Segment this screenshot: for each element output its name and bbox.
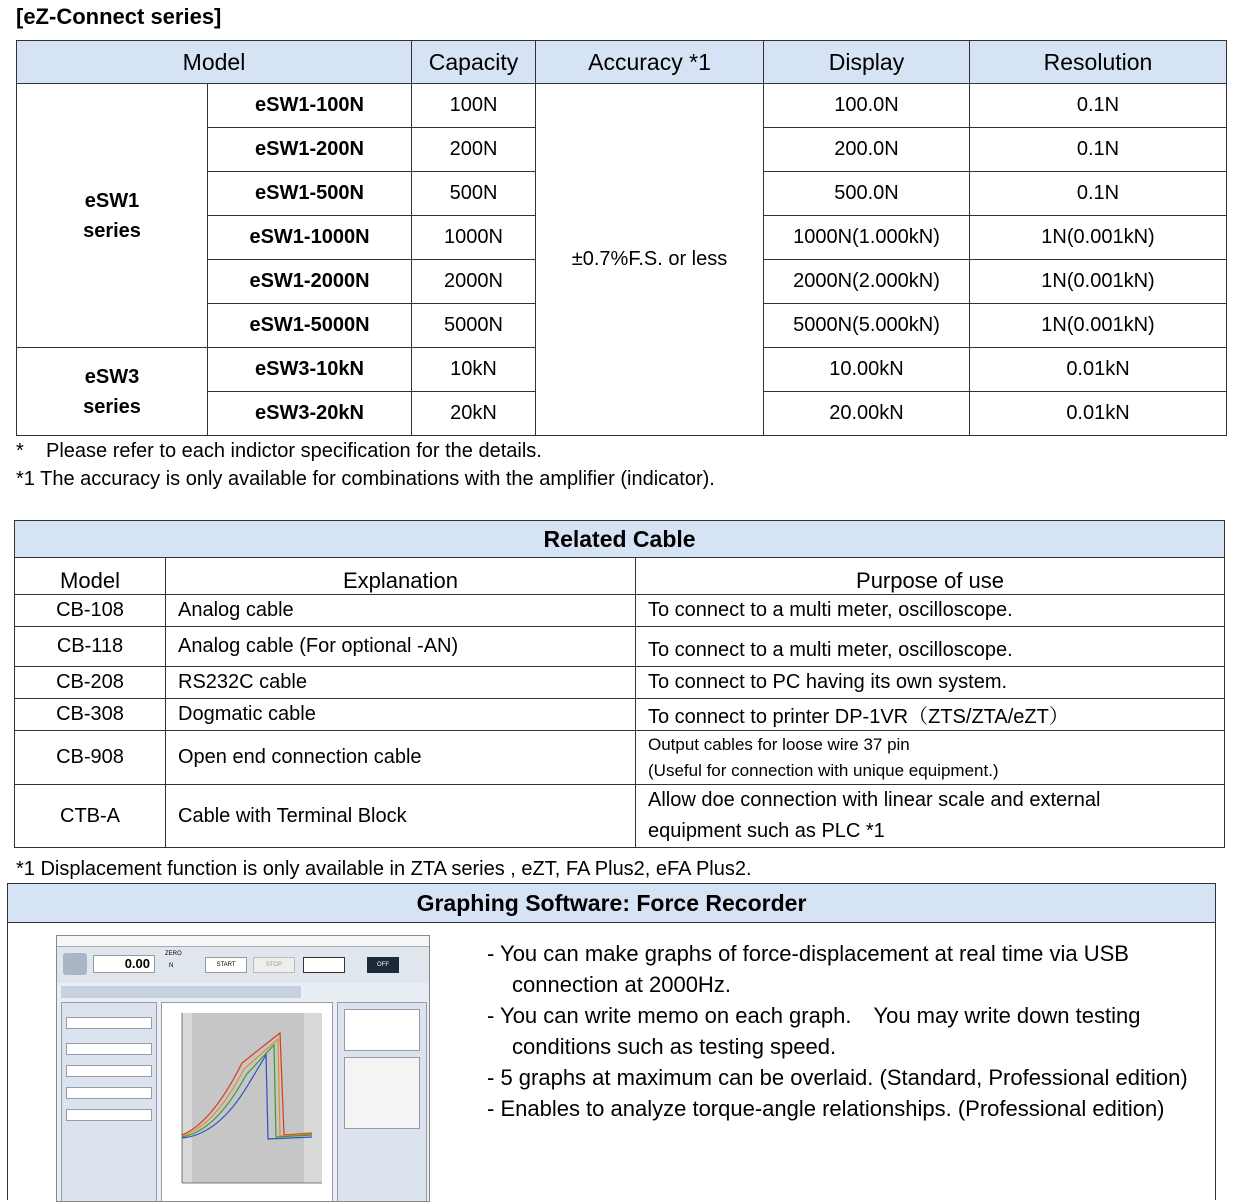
spec-header-accuracy: Accuracy *1 bbox=[536, 41, 764, 84]
capacity-cell: 10kN bbox=[412, 348, 536, 392]
display-cell: 20.00kN bbox=[764, 392, 970, 436]
display-cell: 1000N(1.000kN) bbox=[764, 216, 970, 260]
model-cell: eSW1-2000N bbox=[208, 260, 412, 304]
model-cell: eSW1-1000N bbox=[208, 216, 412, 260]
resolution-cell: 0.01kN bbox=[970, 348, 1227, 392]
resolution-cell: 0.1N bbox=[970, 172, 1227, 216]
purpose-line: (Useful for connection with unique equipment.) bbox=[648, 760, 999, 780]
spec-note-2: *1 The accuracy is only available for combinations with the amplifier (indicator). bbox=[16, 468, 715, 490]
cable-model: CB-118 bbox=[15, 627, 166, 667]
start-button: START bbox=[205, 957, 247, 973]
cable-model: CB-908 bbox=[15, 731, 166, 785]
cable-purpose: To connect to a multi meter, oscilloscope. bbox=[636, 627, 1225, 667]
cable-model: CB-108 bbox=[15, 595, 166, 627]
display-cell: 2000N(2.000kN) bbox=[764, 260, 970, 304]
zero-button: ZERO bbox=[165, 951, 182, 957]
table-row bbox=[15, 595, 1225, 627]
table-row bbox=[15, 731, 1225, 785]
graphing-title: Graphing Software: Force Recorder bbox=[7, 883, 1216, 923]
model-cell: eSW1-100N bbox=[208, 84, 412, 128]
cable-model: CB-308 bbox=[15, 699, 166, 731]
cable-explanation: Analog cable bbox=[166, 595, 636, 627]
tab-strip bbox=[61, 986, 301, 998]
model-cell: eSW1-5000N bbox=[208, 304, 412, 348]
force-recorder-screenshot bbox=[56, 935, 430, 1202]
cable-purpose: To connect to PC having its own system. bbox=[636, 667, 1225, 699]
resolution-cell: 0.1N bbox=[970, 84, 1227, 128]
cable-purpose: To connect to printer DP-1VR（ZTS/ZTA/eZT） bbox=[636, 699, 1225, 731]
section-title: [eZ-Connect series] bbox=[16, 4, 222, 29]
spec-header-display: Display bbox=[764, 41, 970, 84]
spec-header-row bbox=[17, 41, 1227, 84]
cable-header-purpose: Purpose of use bbox=[636, 558, 1225, 595]
capacity-cell: 200N bbox=[412, 128, 536, 172]
table-row bbox=[15, 667, 1225, 699]
series-cell-esw1 bbox=[17, 84, 208, 348]
cable-header-model: Model bbox=[15, 558, 166, 595]
spec-header-capacity: Capacity bbox=[412, 41, 536, 84]
capacity-cell: 100N bbox=[412, 84, 536, 128]
cable-purpose bbox=[636, 731, 1225, 785]
capacity-cell: 500N bbox=[412, 172, 536, 216]
model-cell: eSW3-10kN bbox=[208, 348, 412, 392]
stop-button: STOP bbox=[253, 957, 295, 973]
resolution-cell: 1N(0.001kN) bbox=[970, 216, 1227, 260]
spec-note-1 bbox=[16, 440, 542, 463]
list-item: - You can write memo on each graph. You may write down testing conditions such as testing speed. bbox=[487, 1003, 1141, 1059]
model-cell: eSW1-200N bbox=[208, 128, 412, 172]
accuracy-cell: ±0.7%F.S. or less bbox=[536, 84, 764, 436]
series-name: eSW3 bbox=[84, 365, 140, 388]
side-panel bbox=[337, 1002, 427, 1202]
display-cell: 500.0N bbox=[764, 172, 970, 216]
toolbar bbox=[57, 947, 429, 983]
cable-explanation: Cable with Terminal Block bbox=[166, 785, 636, 848]
display-cell: 200.0N bbox=[764, 128, 970, 172]
off-toggle: OFF bbox=[367, 957, 399, 973]
list-item: - Enables to analyze torque-angle relationships. (Professional edition) bbox=[487, 1096, 1165, 1121]
cable-table-title: Related Cable bbox=[15, 521, 1225, 558]
cable-purpose bbox=[636, 785, 1225, 848]
table-row bbox=[17, 84, 1227, 128]
series-label: series bbox=[83, 395, 141, 418]
purpose-line: equipment such as PLC *1 bbox=[648, 820, 885, 842]
graph-plot bbox=[161, 1002, 333, 1202]
resolution-cell: 0.01kN bbox=[970, 392, 1227, 436]
capacity-cell: 1000N bbox=[412, 216, 536, 260]
cable-model: CTB-A bbox=[15, 785, 166, 848]
force-reading: 0.00 bbox=[93, 955, 155, 973]
note-asterisk: * bbox=[16, 440, 24, 462]
cable-header-explanation: Explanation bbox=[166, 558, 636, 595]
file-panel bbox=[61, 1002, 157, 1202]
cable-explanation: Analog cable (For optional -AN) bbox=[166, 627, 636, 667]
spec-header-model: Model bbox=[17, 41, 412, 84]
cable-model: CB-208 bbox=[15, 667, 166, 699]
resolution-cell: 1N(0.001kN) bbox=[970, 304, 1227, 348]
mode-button bbox=[303, 957, 345, 973]
note-text: Please refer to each indictor specification for the details. bbox=[46, 440, 542, 462]
table-row bbox=[15, 627, 1225, 667]
unit-label: N bbox=[169, 963, 174, 969]
spec-table bbox=[16, 40, 1227, 436]
cable-purpose: To connect to a multi meter, oscilloscope. bbox=[636, 595, 1225, 627]
spec-header-resolution: Resolution bbox=[970, 41, 1227, 84]
table-row bbox=[15, 699, 1225, 731]
feature-list bbox=[487, 938, 1207, 1124]
display-cell: 5000N(5.000kN) bbox=[764, 304, 970, 348]
table-row bbox=[15, 785, 1225, 848]
display-cell: 100.0N bbox=[764, 84, 970, 128]
capacity-cell: 5000N bbox=[412, 304, 536, 348]
menu-bar bbox=[57, 936, 429, 947]
list-item: - You can make graphs of force-displacement at real time via USB connection at 2000Hz. bbox=[487, 941, 1129, 997]
purpose-line: Allow doe connection with linear scale and external bbox=[648, 789, 1101, 811]
display-cell: 10.00kN bbox=[764, 348, 970, 392]
cable-explanation: RS232C cable bbox=[166, 667, 636, 699]
capacity-cell: 20kN bbox=[412, 392, 536, 436]
series-cell-esw3 bbox=[17, 348, 208, 436]
logo-icon bbox=[63, 953, 87, 975]
force-curves bbox=[162, 1003, 332, 1202]
purpose-line: Output cables for loose wire 37 pin bbox=[648, 734, 910, 754]
cable-note: *1 Displacement function is only available in ZTA series , eZT, FA Plus2, eFA Plus2. bbox=[16, 858, 752, 880]
series-name: eSW1 bbox=[84, 189, 140, 212]
cable-explanation: Dogmatic cable bbox=[166, 699, 636, 731]
resolution-cell: 0.1N bbox=[970, 128, 1227, 172]
cable-table bbox=[14, 520, 1225, 848]
list-item: - 5 graphs at maximum can be overlaid. (Standard, Professional edition) bbox=[487, 1065, 1188, 1090]
resolution-cell: 1N(0.001kN) bbox=[970, 260, 1227, 304]
series-label: series bbox=[83, 219, 141, 242]
cable-header-row bbox=[15, 558, 1225, 595]
cable-explanation: Open end connection cable bbox=[166, 731, 636, 785]
capacity-cell: 2000N bbox=[412, 260, 536, 304]
model-cell: eSW3-20kN bbox=[208, 392, 412, 436]
model-cell: eSW1-500N bbox=[208, 172, 412, 216]
